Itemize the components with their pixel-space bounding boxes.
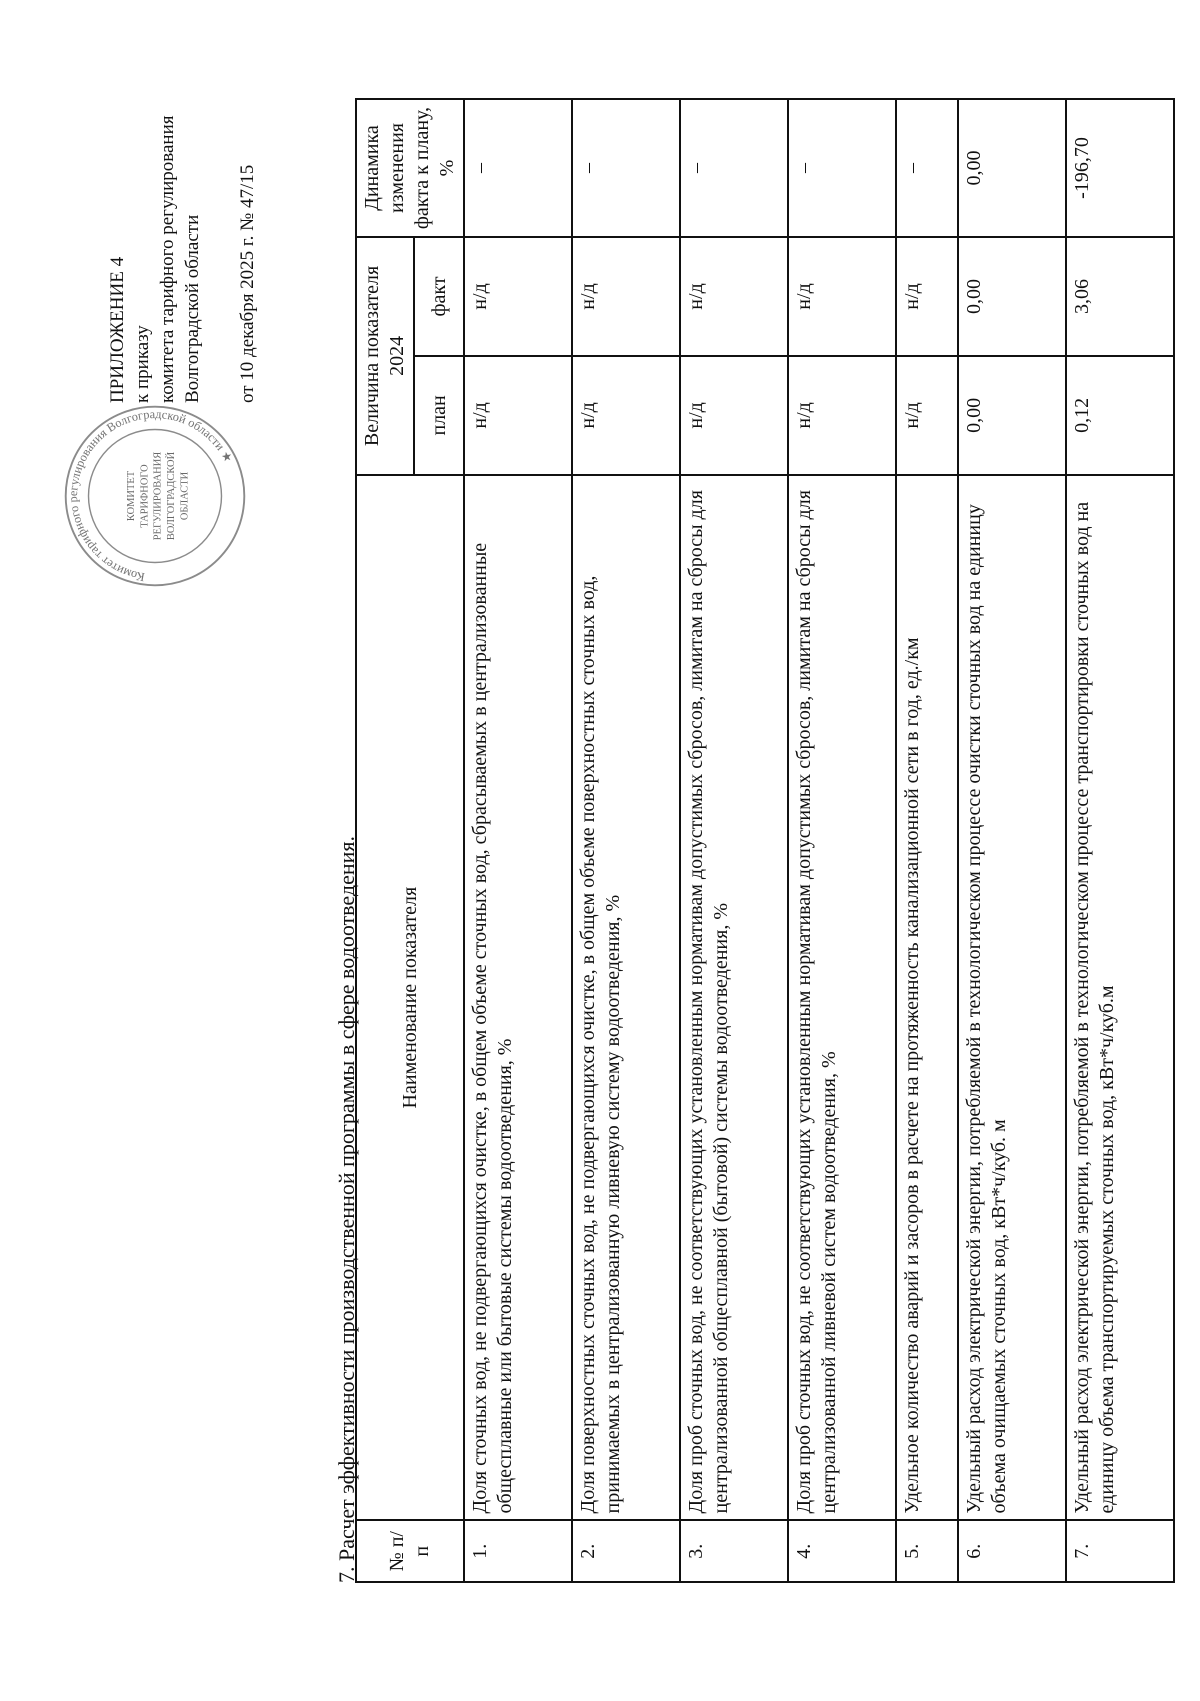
header-name: Наименование показателя <box>356 475 464 1521</box>
row-plan: н/д <box>896 356 957 475</box>
row-dynamics: 0,00 <box>958 99 1066 237</box>
row-dynamics: – <box>680 99 788 237</box>
row-name: Доля сточных вод, не подвергающихся очистке, в общем объеме сточных вод, сбрасываемых в централизованные общесплавные или бытовые системы водоотведения, % <box>464 475 572 1521</box>
header-num: № п/п <box>356 1520 464 1582</box>
svg-text:КОМИТЕТ: КОМИТЕТ <box>126 470 138 522</box>
row-num: 2. <box>572 1520 680 1582</box>
row-plan: 0,12 <box>1066 356 1174 475</box>
order-date: от 10 декабря 2025 г. № 47/15 <box>237 164 258 403</box>
efficiency-table <box>355 98 1175 1583</box>
row-num: 4. <box>788 1520 896 1582</box>
row-dynamics: – <box>896 99 957 237</box>
row-name: Доля проб сточных вод, не соответствующих установленным нормативам допустимых сбросов, лимитам на сбросы для централизованной ливневой систем водоотведения, % <box>788 475 896 1521</box>
row-dynamics: – <box>572 99 680 237</box>
row-fact: н/д <box>680 237 788 356</box>
appendix-number: ПРИЛОЖЕНИЕ 4 <box>107 256 128 403</box>
row-dynamics: – <box>464 99 572 237</box>
table-row <box>572 99 680 1582</box>
official-seal <box>60 401 250 591</box>
row-num: 6. <box>958 1520 1066 1582</box>
row-name: Доля поверхностных сточных вод, не подвергающихся очистке, в общем объеме поверхностных сточных вод, принимаемых в централизованную ливневую систему водоотведения, % <box>572 475 680 1521</box>
region-name: Волгоградской области <box>182 214 203 403</box>
row-num: 1. <box>464 1520 572 1582</box>
row-num: 7. <box>1066 1520 1174 1582</box>
svg-text:Комитет тарифного регулировани: Комитет тарифного регулирования Волгоградской области ★ <box>66 407 236 585</box>
table-row <box>896 99 957 1582</box>
section-title: 7. Расчет эффективности производственной программы в сфере водоотведения. <box>334 835 359 1583</box>
header-dynamics: Динамика изменения факта к плану, % <box>356 99 464 237</box>
row-plan: н/д <box>572 356 680 475</box>
row-fact: н/д <box>896 237 957 356</box>
row-name: Удельный расход электрической энергии, потребляемой в технологическом процессе транспортировки сточных вод на единицу объема транспортируемых сточных вод, кВт*ч/куб.м <box>1066 475 1174 1521</box>
row-name: Доля проб сточных вод, не соответствующих установленным нормативам допустимых сбросов, лимитам на сбросы для централизованной общесплавной (бытовой) системы водоотведения, % <box>680 475 788 1521</box>
table-row <box>680 99 788 1582</box>
committee-name: комитета тарифного регулирования <box>157 115 178 403</box>
order-reference: к приказу <box>132 325 153 403</box>
table-row <box>464 99 572 1582</box>
table-row <box>788 99 896 1582</box>
table-row <box>1066 99 1174 1582</box>
row-num: 5. <box>896 1520 957 1582</box>
table-row <box>958 99 1066 1582</box>
row-num: 3. <box>680 1520 788 1582</box>
row-dynamics: – <box>788 99 896 237</box>
svg-text:ОБЛАСТИ: ОБЛАСТИ <box>179 471 191 521</box>
row-plan: н/д <box>464 356 572 475</box>
row-plan: н/д <box>680 356 788 475</box>
appendix-header <box>105 115 260 403</box>
row-name: Удельное количество аварий и засоров в расчете на протяженность канализационной сети в год, ед./км <box>896 475 957 1521</box>
row-plan: 0,00 <box>958 356 1066 475</box>
row-plan: н/д <box>788 356 896 475</box>
row-fact: н/д <box>464 237 572 356</box>
row-fact: 0,00 <box>958 237 1066 356</box>
header-plan: план <box>414 356 464 475</box>
header-value-group: Величина показателя 2024 <box>356 237 414 475</box>
svg-text:ВОЛГОГРАДСКОЙ: ВОЛГОГРАДСКОЙ <box>166 451 177 541</box>
header-fact: факт <box>414 237 464 356</box>
svg-text:РЕГУЛИРОВАНИЯ: РЕГУЛИРОВАНИЯ <box>152 451 164 541</box>
row-name: Удельный расход электрической энергии, потребляемой в технологическом процессе очистки сточных вод на единицу объема очищаемых сточных вод, кВт*ч/куб. м <box>958 475 1066 1521</box>
row-fact: н/д <box>572 237 680 356</box>
row-fact: 3,06 <box>1066 237 1174 356</box>
svg-text:ТАРИФНОГО: ТАРИФНОГО <box>139 464 151 528</box>
row-fact: н/д <box>788 237 896 356</box>
row-dynamics: -196,70 <box>1066 99 1174 237</box>
